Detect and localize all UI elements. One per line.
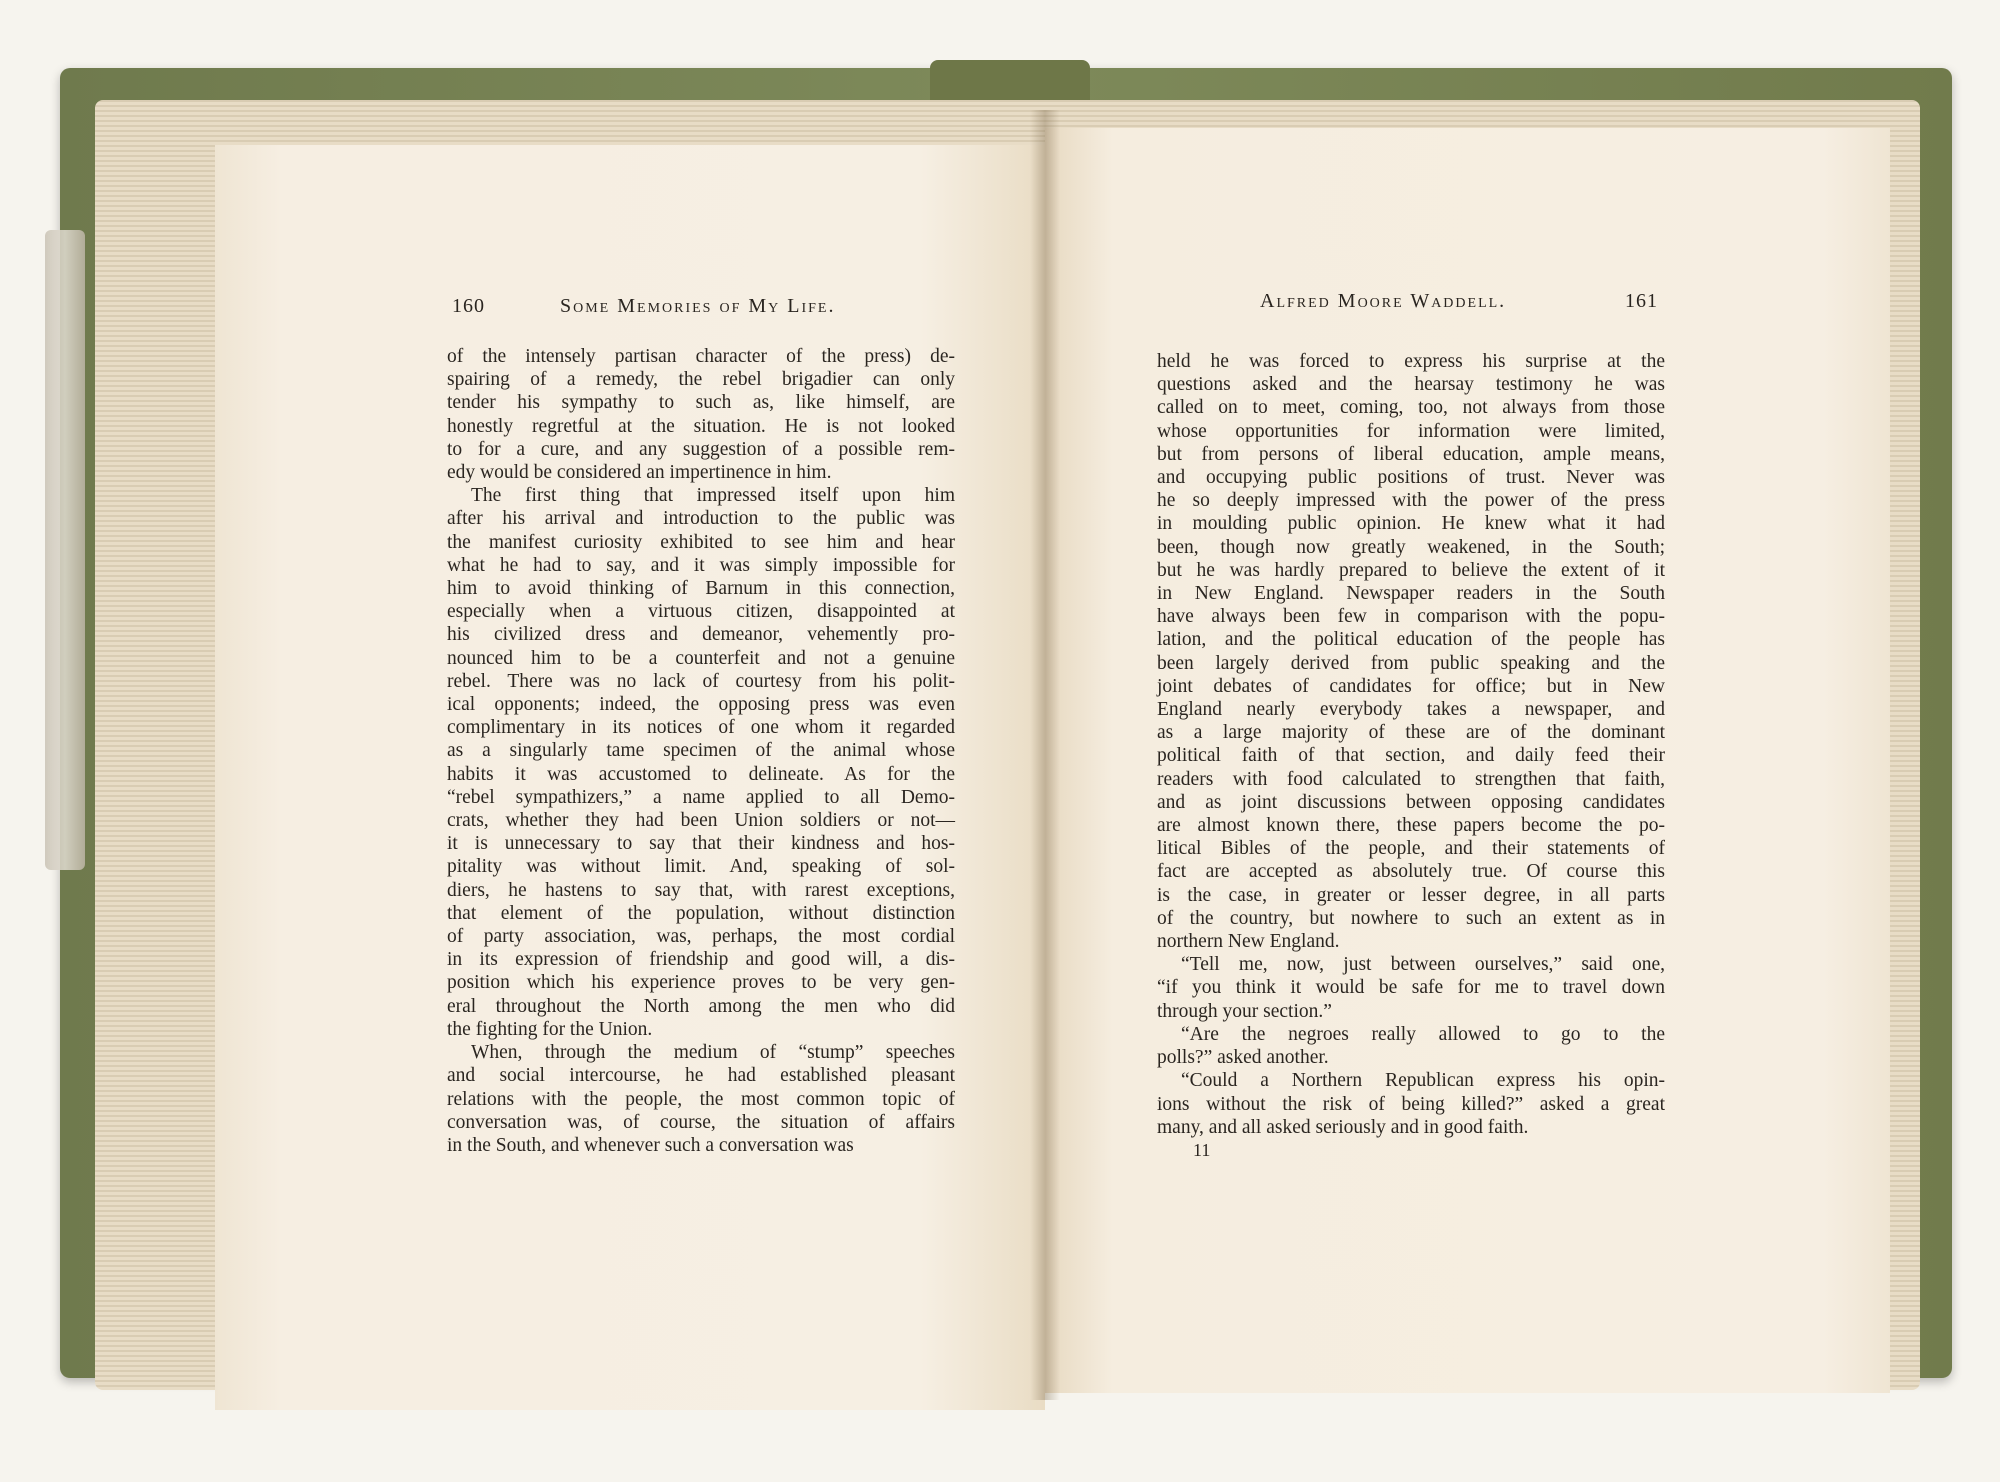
right-page-text-line: “Are the negroes really allowed to go to the — [1181, 1023, 1665, 1045]
right-page-text-line: have always been few in comparison with the popu- — [1157, 606, 1665, 628]
right-page-text-line: northern New England. — [1157, 931, 1340, 953]
right-page-text-line: “Tell me, now, just between ourselves,” said one, — [1181, 954, 1665, 976]
left-page-text-line: his civilized dress and demeanor, vehemently pro- — [447, 624, 955, 646]
right-page-text-line: political faith of that section, and daily feed their — [1157, 745, 1665, 767]
right-page-text-line: “Could a Northern Republican express his opin- — [1181, 1070, 1665, 1092]
left-page-text-line: diers, he hastens to say that, with rarest exceptions, — [447, 879, 955, 901]
right-page-text-line: held he was forced to express his surprise at the — [1157, 351, 1665, 372]
right-page-text-line: called on to meet, coming, too, not always from those — [1157, 397, 1665, 419]
left-page-text-line: as a singularly tame specimen of the animal whose — [447, 740, 955, 762]
left-page-text-line: in its expression of friendship and good will, a dis- — [447, 949, 955, 971]
book-gutter — [1030, 110, 1060, 1400]
right-page-text-line: readers with food calculated to strengthen that faith, — [1157, 768, 1665, 790]
right-page-text-line: but from persons of liberal education, ample means, — [1157, 443, 1665, 465]
right-page-text-line: he so deeply impressed with the power of the press — [1157, 490, 1665, 512]
left-page-text-line: it is unnecessary to say that their kindness and hos- — [447, 833, 955, 855]
left-page-text-line: him to avoid thinking of Barnum in this connection, — [447, 578, 955, 600]
left-page-text-line: of the intensely partisan character of the press) de- — [447, 346, 955, 367]
right-page-text-line: England nearly everybody takes a newspaper, and — [1157, 699, 1665, 721]
left-page-text-line: in the South, and whenever such a conversation was — [447, 1134, 854, 1156]
left-page-text-line: eral throughout the North among the men who did — [447, 995, 955, 1017]
left-page-text-line: crats, whether they had been Union soldiers or not— — [447, 810, 955, 832]
left-page-text-line: ical opponents; indeed, the opposing press was even — [447, 694, 955, 716]
left-page-text-line: “rebel sympathizers,” a name applied to all Demo- — [447, 786, 955, 808]
right-page-text-line: is the case, in greater or lesser degree, in all parts — [1157, 884, 1665, 906]
right-page-text-line: in moulding public opinion. He knew what it had — [1157, 513, 1665, 535]
left-page-text-line: and social intercourse, he had established pleasant — [447, 1065, 955, 1087]
right-page-text-line: lation, and the political education of the people has — [1157, 629, 1665, 651]
left-page-text-line: edy would be considered an impertinence in him. — [447, 462, 832, 484]
left-page-text-line: When, through the medium of “stump” speeches — [471, 1042, 955, 1064]
right-page-text-line: been, though now greatly weakened, in the South; — [1157, 536, 1665, 558]
left-page-text-line: conversation was, of course, the situation of affairs — [447, 1111, 955, 1133]
right-page-text-line: “if you think it would be safe for me to travel down — [1157, 977, 1665, 999]
left-page-text-line: after his arrival and introduction to the public was — [447, 508, 955, 530]
right-page-text-line: litical Bibles of the people, and their statements of — [1157, 838, 1665, 860]
right-page-text-line: fact are accepted as absolutely true. Of course this — [1157, 861, 1665, 883]
left-running-head: Some Memories of My Life. — [560, 295, 836, 317]
right-page-text — [1157, 350, 1665, 1139]
right-page-text-line: as a large majority of these are of the dominant — [1157, 722, 1665, 744]
right-page-text-line: polls?” asked another. — [1157, 1047, 1329, 1069]
left-page-text-line: what he had to say, and it was simply impossible for — [447, 554, 955, 576]
right-page-text-line: and as joint discussions between opposing candidates — [1157, 791, 1665, 813]
left-page-text — [447, 345, 955, 1157]
left-page-text-line: of party association, was, perhaps, the most cordial — [447, 926, 955, 948]
left-page-text-line: position which his experience proves to be very gen- — [447, 972, 955, 994]
right-page-text-line: are almost known there, these papers become the po- — [1157, 815, 1665, 837]
right-page-text-line: whose opportunities for information were limited, — [1157, 420, 1665, 442]
left-page-text-line: rebel. There was no lack of courtesy from his polit- — [447, 670, 955, 692]
right-running-head: Alfred Moore Waddell. — [1260, 290, 1507, 312]
right-page-text-line: of the country, but nowhere to such an extent as in — [1157, 907, 1665, 929]
left-page-text-line: tender his sympathy to such as, like himself, are — [447, 392, 955, 414]
right-page-text-line: been largely derived from public speaking and the — [1157, 652, 1665, 674]
right-page-text-line: and occupying public positions of trust. Never was — [1157, 467, 1665, 489]
left-page-text-line: complimentary in its notices of one whom it regarded — [447, 717, 955, 739]
signature-mark: 11 — [1193, 1140, 1211, 1160]
left-page-text-line: to for a cure, and any suggestion of a possible rem- — [447, 438, 955, 460]
left-page-text-line: relations with the people, the most common topic of — [447, 1088, 955, 1110]
left-page-text-line: honestly regretful at the situation. He is not looked — [447, 415, 955, 437]
right-page — [1045, 128, 1890, 1393]
right-page-text-line: but he was hardly prepared to believe the extent of it — [1157, 559, 1665, 581]
left-page-text-line: the fighting for the Union. — [447, 1018, 653, 1040]
left-page-text-line: especially when a virtuous citizen, disappointed at — [447, 601, 955, 623]
right-page-text-line: through your section.” — [1157, 1000, 1332, 1022]
right-page-text-line: many, and all asked seriously and in good faith. — [1157, 1116, 1529, 1138]
right-page-text-line: joint debates of candidates for office; but in New — [1157, 675, 1665, 697]
right-page-text-line: ions without the risk of being killed?” asked a great — [1157, 1093, 1665, 1115]
left-page-text-line: the manifest curiosity exhibited to see him and hear — [447, 531, 955, 553]
right-page-number: 161 — [1625, 290, 1658, 312]
left-page-text-line: that element of the population, without distinction — [447, 902, 955, 924]
left-page-text-line: spairing of a remedy, the rebel brigadier can only — [447, 369, 955, 391]
left-page-text-line: nounced him to be a counterfeit and not a genuine — [447, 647, 955, 669]
ribbon-bookmark — [45, 230, 85, 870]
left-page — [215, 145, 1045, 1410]
right-page-text-line: questions asked and the hearsay testimony he was — [1157, 374, 1665, 396]
left-page-text-line: habits it was accustomed to delineate. As for the — [447, 763, 955, 785]
left-page-text-line: pitality was without limit. And, speaking of sol- — [447, 856, 955, 878]
left-page-number: 160 — [452, 295, 485, 317]
right-page-text-line: in New England. Newspaper readers in the South — [1157, 583, 1665, 605]
left-page-text-line: The first thing that impressed itself upon him — [471, 485, 955, 507]
